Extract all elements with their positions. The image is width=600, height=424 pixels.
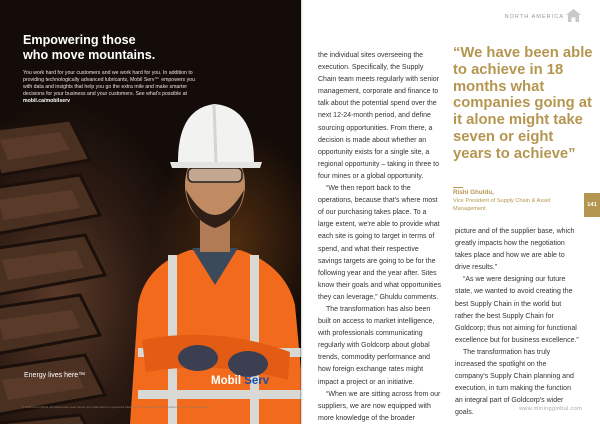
ad-headline xyxy=(23,33,203,63)
paragraph: the individual sites overseeing the execution. Specifically, the Supply Chain team meets regularly with senior management, corporate and finance to talk about the potential spend over the next 12-24-month period, and define sourcing opportunities. From there, a decision is made about whether an opportunity exists for a single site, a regional opportunity – taking in three to four mines or a global opportunity. xyxy=(318,52,440,180)
paragraph: “We then report back to the operations, because that's where most of our purchasing takes place. To a large extent, we're able to provide what each site is going to target in terms of spend, and what their respective savings targets are going to be for the following year and the year after. Sites know their goals and what opportunities they can leverage,” Ghuldu comments. xyxy=(318,185,441,301)
mine-worker-illustration xyxy=(120,90,301,424)
logo-serv: Serv xyxy=(241,375,270,387)
paragraph: “When we are sitting across from our suppliers, we are now equipped with more knowledge of the broader xyxy=(318,390,441,422)
quote-attribution-name: Rishi Ghuldu, xyxy=(453,189,494,196)
ad-link[interactable]: mobil.ca/mobilserv xyxy=(23,98,70,104)
paragraph: The transformation has also been built on access to market intelligence, with professionals communicating regularly with Goldcorp about global trends, commodity performance and how foreign exchange rates might impact a project or an initiative. xyxy=(318,305,435,386)
section-label: NORTH AMERICA xyxy=(504,14,564,20)
article-page xyxy=(301,0,600,424)
ad-headline-line2: who move mountains. xyxy=(23,48,156,62)
ad-body-text: You work hard for your customers and we work hard for you. In addition to providing technologically advanced lubricants, Mobil Serv℠ empowers you with data and insights that help you go the extra mile and make smarter decisions for your business and your customers. See what's possible at xyxy=(23,70,195,97)
paragraph: picture and of the supplier base, which greatly impacts how the negotiation takes place and how we are able to drive results.” xyxy=(455,228,575,272)
website-footer[interactable]: www.miningglobal.com xyxy=(519,406,582,412)
ad-headline-line1: Empowering those xyxy=(23,33,136,47)
quote-attribution-title: Vice President of Supply Chain & Asset Management xyxy=(453,198,551,212)
home-icon[interactable] xyxy=(566,9,581,22)
logo-mobil: Mobil xyxy=(211,375,242,387)
page-number-tab: 141 xyxy=(584,193,600,217)
paragraph: The transformation has truly increased the spotlight on the company's Supply Chain planning and execution, in turn making the function an integral part of Goldcorp's wider goals. xyxy=(455,348,574,417)
article-column-1 xyxy=(318,50,443,424)
paragraph: “As we were designing our future state, we wanted to avoid creating the best Supply Chain in the world but rather the best Supply Chain for Goldcorp; thus not aiming for functional excellence but for business excellence.” xyxy=(455,276,579,344)
quote-divider xyxy=(453,187,463,188)
article-column-2 xyxy=(455,226,580,420)
page-fold-shadow xyxy=(300,0,303,424)
mobil-serv-logo xyxy=(211,375,269,387)
ad-tagline: Energy lives here™ xyxy=(24,372,86,379)
pull-quote: “We have been able to achieve in 18 months what companies going at it alone might take seven or eight years to achieve” xyxy=(453,45,593,162)
ad-legal-text: © 2019 ExxonMobil. All trademarks used herein are trademarks or registered trademarks of Exxon Mobil Corporation or one of its subsidiaries. xyxy=(22,405,211,409)
